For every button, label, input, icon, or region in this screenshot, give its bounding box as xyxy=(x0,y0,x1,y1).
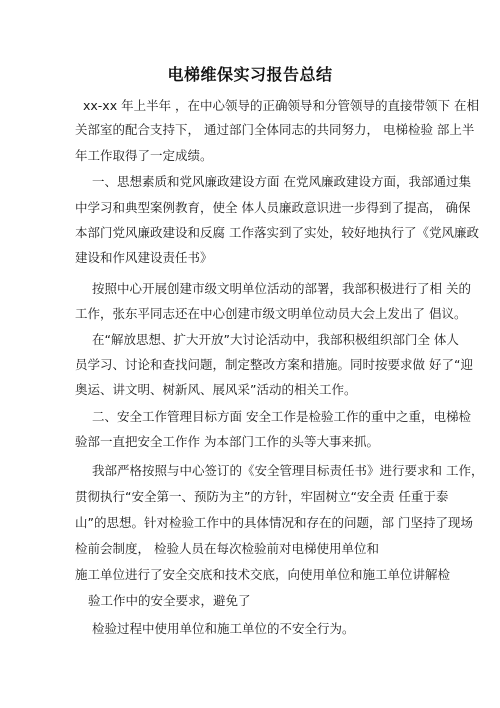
paragraph-line: 验工作中的安全要求，避免了 xyxy=(88,593,251,608)
paragraph-line: 在“解放思想、扩大开放”大讨论活动中，我部积极组织部门全 体人 xyxy=(92,332,459,347)
paragraph-line: 关部室的配合支持下， 通过部门全体同志的共同努力， 电梯检验 部上半 xyxy=(75,122,475,137)
paragraph-line: 奥运、讲文明、树新风、展风采”活动的相关工作。 xyxy=(75,382,357,397)
paragraph-line: 检验过程中使用单位和施工单位的不安全行为。 xyxy=(92,621,355,636)
paragraph-line: 二、安全工作管理目标方面 安全工作是检验工作的重中之重，电梯检 xyxy=(92,409,471,424)
paragraph-line: 建设和作风建设责任书》 xyxy=(75,250,213,265)
paragraph-line: 年工作取得了一定成绩。 xyxy=(75,148,213,163)
paragraph-line: 验部一直把安全工作作 为本部门工作的头等大事来抓。 xyxy=(75,434,379,449)
paragraph-line: 施工单位进行了安全交底和技术交底，向使用单位和施工单位讲解检 xyxy=(75,567,451,582)
paragraph-line: 工作，张东平同志还在中心创建市级文明单位动员大会上发出了 倡议。 xyxy=(75,306,467,321)
paragraph-line: 中学习和典型案例教育，使全 体人员廉政意识进一步得到了提高， 确保 xyxy=(75,200,471,215)
paragraph-line: 山”的思想。针对检验工作中的具体情况和存在的问题，部 门坚持了现场 xyxy=(75,515,473,530)
document-title: 电梯维保实习报告总结 xyxy=(167,65,333,84)
paragraph-line: 检前会制度， 检验人员在每次检验前对电梯使用单位和 xyxy=(75,541,379,556)
paragraph-line: 本部门党风廉政建设和反腐 工作落实到了实处，较好地执行了《党风廉政 xyxy=(75,225,479,240)
paragraph-line: 一、思想素质和党风廉政建设方面 在党风廉政建设方面，我部通过集 xyxy=(92,174,471,189)
paragraph-line: 员学习、讨论和查找问题，制定整改方案和措施。同时按要求做 好了“迎 xyxy=(75,357,473,372)
paragraph-line: xx-xx 年上半年 ，在中心领导的正确领导和分管领导的直接带领下 在相 xyxy=(83,98,480,113)
paragraph-line: 贯彻执行“安全第一、预防为主”的方针，牢固树立“安全责 任重于泰 xyxy=(75,489,449,504)
paragraph-line: 我部严格按照与中心签订的《安全管理目标责任书》进行要求和 工作， xyxy=(92,463,484,478)
paragraph-line: 按照中心开展创建市级文明单位活动的部署，我部积极进行了相 关的 xyxy=(92,281,471,296)
